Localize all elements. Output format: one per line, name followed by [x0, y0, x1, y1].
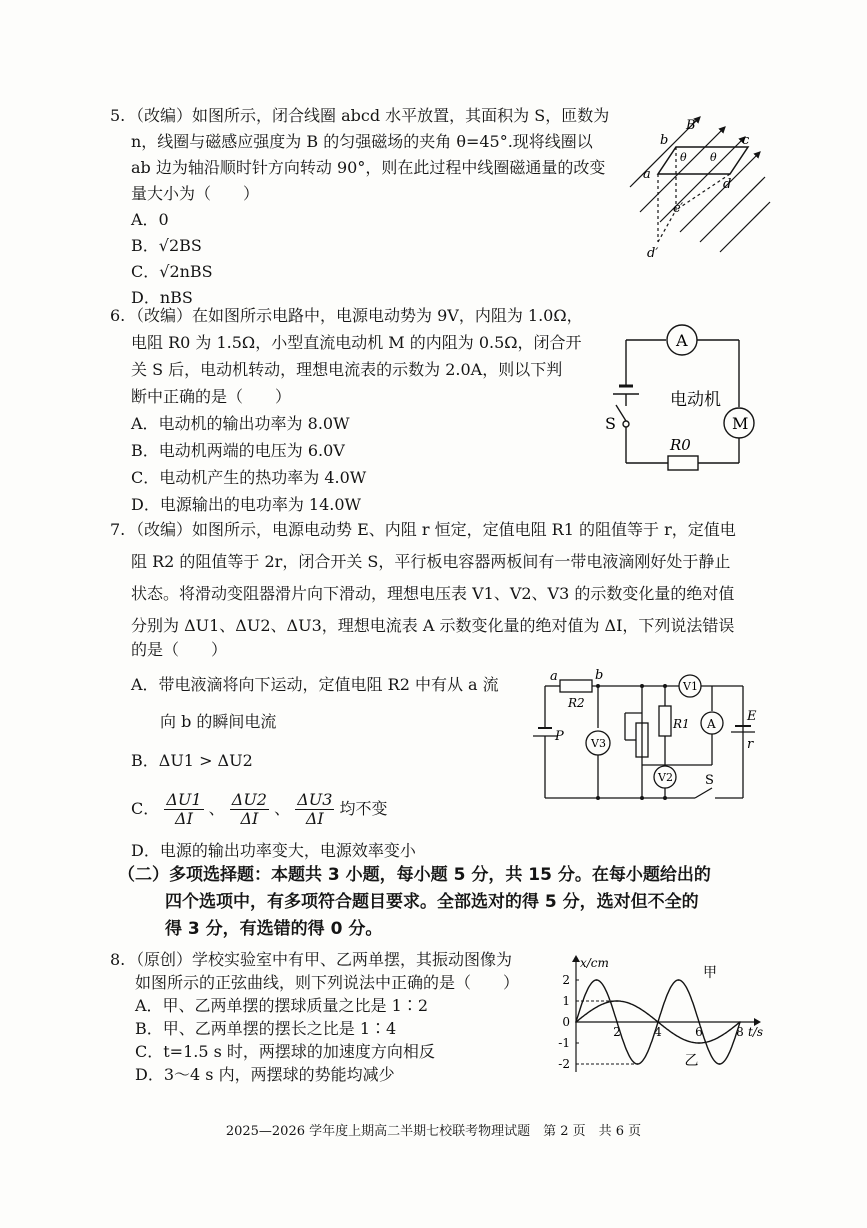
q7-circuit-figure — [530, 668, 780, 803]
q6-label-r0: R0 — [670, 436, 691, 454]
q7-resistor-r2 — [560, 680, 592, 692]
x-tick-label: 8 — [736, 1025, 744, 1039]
q5-stem-line1: （改编）如图所示，闭合线圈 abcd 水平放置，其面积为 S，匝数为 — [128, 106, 610, 125]
q5-number: 5. — [110, 106, 126, 125]
q5-option-a: A．0 — [131, 210, 169, 229]
series-1-point — [719, 1063, 721, 1065]
q7-label-ammeter: A — [707, 717, 716, 731]
q5-label-b-field: B — [686, 118, 696, 133]
series-1-point — [616, 1021, 618, 1023]
q5-option-b: B．√2BS — [131, 236, 202, 255]
q5-option-c: C．√2nBS — [131, 262, 213, 281]
q7-fraction-2-den: ΔI — [240, 809, 259, 828]
y-tick-label: 1 — [562, 994, 570, 1008]
q7-label-v3: V3 — [591, 737, 606, 750]
q6-circuit-figure — [600, 320, 770, 472]
q6-stem-line1: （改编）在如图所示电路中，电源电动势为 9V，内阻为 1.0Ω， — [128, 306, 583, 325]
series-1-point — [596, 979, 598, 981]
series-1-point — [698, 1021, 700, 1023]
q5-option-d: D．nBS — [131, 288, 193, 307]
q7-sep-2: 、 — [274, 799, 291, 818]
q7-label-r: r — [747, 737, 754, 752]
x-tick-label: 4 — [654, 1025, 662, 1039]
q7-label-r2: R2 — [568, 696, 585, 710]
y-tick-label: 0 — [562, 1015, 570, 1029]
y-tick-label: 2 — [562, 973, 570, 987]
q5-label-c: c — [742, 133, 750, 148]
q5-label-c-prime: c′ — [673, 201, 684, 216]
q7-label-v2: V2 — [658, 771, 673, 784]
q8-oscillation-chart — [548, 945, 773, 1080]
series-2-point — [616, 1000, 618, 1002]
q8-stem-line1: （原创）学校实验室中有甲、乙两单摆，其振动图像为 — [128, 950, 513, 969]
q6-label-s: S — [605, 414, 616, 433]
q7-switch-s — [695, 788, 712, 798]
q6-option-a: A．电动机的输出功率为 8.0W — [131, 414, 350, 433]
q5-stem-line3: ab 边为轴沿顺时针方向转动 90°，则在此过程中线圈磁通量的改变 — [131, 158, 606, 177]
q7-fraction-2-num: ΔU2 — [231, 790, 267, 809]
q7-option-b: B．ΔU1 > ΔU2 — [131, 751, 253, 770]
q7-fraction-1-num: ΔU1 — [166, 790, 202, 809]
q7-fraction-1-den: ΔI — [175, 809, 193, 828]
q7-label-p: P — [555, 729, 564, 744]
q7-option-a-line2: 向 b 的瞬间电流 — [160, 712, 277, 731]
q8-option-d: D．3～4 s 内，两摆球的势能均减少 — [135, 1065, 395, 1084]
q7-resistor-r1 — [659, 706, 671, 736]
q8-number: 8. — [110, 950, 126, 969]
q7-fraction-1 — [164, 791, 203, 828]
series-label-yi: 乙 — [684, 1053, 699, 1069]
q7-fraction-2 — [230, 791, 269, 828]
q6-switch-s — [623, 421, 629, 427]
y-tick-label: -2 — [558, 1057, 570, 1071]
q7-stem-line4: 分别为 ΔU1、ΔU2、ΔU3，理想电流表 A 示数变化量的绝对值为 ΔI，下列说法错误 — [131, 616, 735, 635]
q8-option-b: B．甲、乙两单摆的摆长之比是 1∶4 — [135, 1019, 397, 1038]
q7-label-a: a — [550, 669, 558, 684]
q6-resistor-r0 — [668, 456, 698, 470]
q7-stem-line5: 的是（ ） — [131, 640, 228, 659]
series-1-point — [637, 1063, 639, 1065]
q8-stem-line2: 如图所示的正弦曲线，则下列说法中正确的是（ ） — [135, 973, 520, 992]
q7-fraction-3 — [295, 791, 334, 828]
page-footer: 2025—2026 学年度上期高二半期七校联考物理试题 第 2 页 共 6 页 — [225, 1124, 642, 1139]
q6-label-a: A — [676, 331, 688, 350]
q6-number: 6. — [110, 306, 126, 325]
q7-stem-line3: 状态。将滑动变阻器滑片向下滑动，理想电压表 V1、V2、V3 的示数变化量的绝对值 — [131, 584, 735, 603]
x-tick-label: 2 — [613, 1025, 621, 1039]
q8-option-c: C．t=1.5 s 时，两摆球的加速度方向相反 — [135, 1042, 435, 1061]
section2-line3: 得 3 分，有选错的得 0 分。 — [165, 919, 383, 939]
series-2-point — [698, 1042, 700, 1044]
q6-stem-line2: 电阻 R0 为 1.5Ω，小型直流电动机 M 的内阻为 0.5Ω，闭合开 — [131, 333, 582, 352]
x-axis-label: t/s — [748, 1025, 764, 1039]
q5-label-b: b — [660, 133, 669, 148]
q7-label-e: E — [747, 709, 757, 724]
q7-label-s: S — [705, 773, 714, 788]
q5-label-theta1: θ — [680, 151, 687, 164]
q6-option-b: B．电动机两端的电压为 6.0V — [131, 441, 345, 460]
series-1-point — [678, 979, 680, 981]
q7-stem-line1: （改编）如图所示，电源电动势 E、内阻 r 恒定，定值电阻 R1 的阻值等于 r，定值电 — [128, 520, 736, 539]
q6-label-m: M — [732, 414, 749, 433]
q5-label-d-prime: d′ — [647, 246, 659, 261]
q8-option-a: A．甲、乙两单摆的摆球质量之比是 1∶2 — [135, 996, 429, 1015]
q7-stem-line2: 阻 R2 的阻值等于 2r，闭合开关 S，平行板电容器两板间有一带电液滴刚好处于静止 — [131, 552, 731, 571]
section2-line2: 四个选项中，有多项符合题目要求。全部选对的得 5 分，选对但不全的 — [165, 892, 699, 912]
q7-option-c-prefix: C． — [131, 799, 160, 818]
q5-label-a: a — [643, 167, 651, 182]
series-2-point — [657, 1021, 659, 1023]
q7-fraction-3-num: ΔU3 — [297, 790, 333, 809]
q7-label-r1: R1 — [673, 717, 690, 731]
q7-sep-1: 、 — [208, 799, 225, 818]
q7-fraction-3-den: ΔI — [305, 809, 324, 828]
section2-line1: （二）多项选择题：本题共 3 小题，每小题 5 分，共 15 分。在每小题给出的 — [118, 865, 711, 885]
q7-option-c — [131, 791, 388, 828]
q6-option-d: D．电源输出的电功率为 14.0W — [131, 495, 361, 514]
series-2-point — [739, 1021, 741, 1023]
q6-label-motor: 电动机 — [670, 390, 721, 410]
y-axis-label: x/cm — [580, 956, 609, 970]
q6-stem-line3: 关 S 后，电动机转动，理想电流表的示数为 2.0A，则以下判 — [131, 360, 563, 379]
y-tick-label: -1 — [558, 1036, 570, 1050]
q7-number: 7. — [110, 520, 126, 539]
q7-option-a-line1: A．带电液滴将向下运动，定值电阻 R2 中有从 a 流 — [131, 675, 499, 694]
q7-label-v1: V1 — [683, 680, 698, 693]
q5-coil-figure — [630, 112, 770, 267]
q5-label-d: d — [723, 177, 732, 192]
y-axis-arrow — [572, 955, 580, 962]
q5-label-theta2: θ — [710, 151, 717, 164]
q5-stem-line2: n，线圈与磁感应强度为 B 的匀强磁场的夹角 θ=45°.现将线圈以 — [131, 132, 593, 151]
series-2-point — [575, 1021, 577, 1023]
x-tick-label: 6 — [695, 1025, 703, 1039]
q7-label-b: b — [595, 668, 604, 683]
q5-stem-line4: 量大小为（ ） — [131, 184, 260, 203]
q6-option-c: C．电动机产生的热功率为 4.0W — [131, 468, 367, 487]
q6-stem-line4: 断中正确的是（ ） — [131, 387, 292, 406]
q7-option-d: D．电源的输出功率变大，电源效率变小 — [131, 841, 416, 860]
q7-option-c-suffix: 均不变 — [339, 799, 388, 818]
series-label-jia: 甲 — [703, 965, 717, 981]
